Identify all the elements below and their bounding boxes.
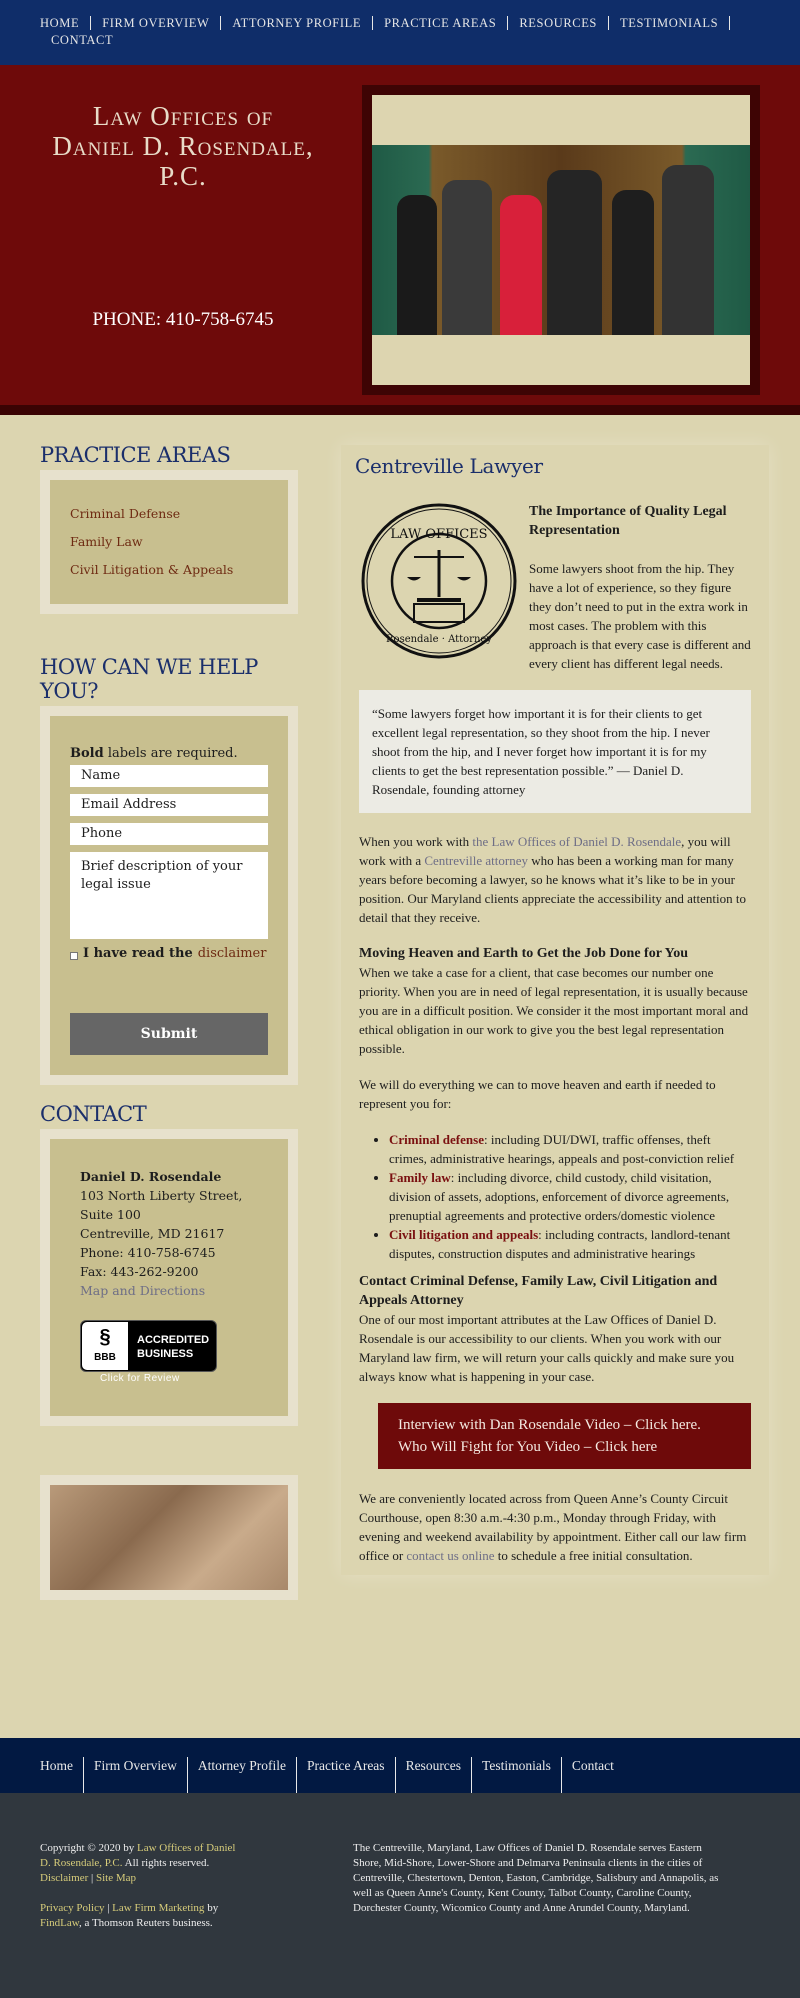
footer-nav-testimonials[interactable]: Testimonials (472, 1757, 562, 1793)
nav-home[interactable]: HOME (40, 16, 91, 30)
video-links-box (378, 1403, 751, 1469)
nav-resources[interactable]: RESOURCES (508, 16, 609, 30)
bbb-torch-icon: § BBB (82, 1322, 128, 1370)
header-phone[interactable]: PHONE: 410-758-6745 (92, 309, 274, 330)
privacy-policy-link[interactable]: Privacy Policy (40, 1902, 105, 1914)
contact-name: Daniel D. Rosendale (80, 1169, 222, 1184)
represent-paragraph: We will do everything we can to move heaven and earth if needed to represent you for: (359, 1077, 716, 1111)
hero-divider (0, 405, 800, 415)
footer-nav-firm-overview[interactable]: Firm Overview (84, 1757, 188, 1793)
footer-nav-contact[interactable]: Contact (571, 1758, 614, 1773)
nav-practice-areas[interactable]: PRACTICE AREAS (373, 16, 508, 30)
nav-testimonials[interactable]: TESTIMONIALS (609, 16, 730, 30)
name-input[interactable]: Name (70, 765, 268, 787)
practice-link-criminal-defense[interactable]: Criminal Defense (70, 506, 181, 521)
disclaimer-link[interactable]: disclaimer (197, 946, 267, 961)
bbb-badge[interactable]: § BBB ACCREDITED BUSINESS (80, 1320, 217, 1372)
service-area-text: The Centreville, Maryland, Law Offices of Daniel D. Rosendale serves Eastern Shore, Mid-Shore, Lower-Shore and Delmarva Peninsula clients in the cities of Centreville, Chestertown, Denton, Easton, Cambridge, Salisbury and Annapolis, as well as Queen Anne's County, Kent County, Talbot County, Caroline County, Dorchester County, Wicomico County and Anne Arundel County, Maryland. (353, 1842, 719, 1914)
nav-firm-overview[interactable]: FIRM OVERVIEW (91, 16, 221, 30)
list-item: • Family law: including divorce, child custody, child visitation, division of assets, adoptions, enforcement of divorce agreements, prenuptial agreements and protective orders/domestic violence (389, 1168, 751, 1225)
copyright-block: Copyright © 2020 by Law Offices of Daniel D. Rosendale, P.C. All rights reserved. Disclaimer | Site Map Privacy Policy | Law Firm Marketing by FindLaw, a Thomson Reuters business. (40, 1842, 236, 1929)
footer-nav-practice-areas[interactable]: Practice Areas (297, 1757, 396, 1793)
practice-areas-heading: PRACTICE AREAS (40, 443, 231, 467)
practice-link-family-law[interactable]: Family Law (70, 534, 143, 549)
page-title: Centreville Lawyer (355, 454, 543, 478)
civil-litigation-link[interactable]: Civil litigation and appeals (389, 1227, 539, 1242)
footer-nav-home[interactable]: Home (40, 1757, 84, 1793)
disclaimer-label: I have read the (83, 946, 193, 961)
firm-logo-title[interactable] (20, 101, 346, 191)
contact-city: Centreville, MD 21617 (80, 1226, 225, 1241)
moving-heaven-heading: Moving Heaven and Earth to Get the Job Done for You (359, 946, 688, 961)
site-footer (0, 1793, 800, 1998)
title-line: Daniel D. Rosendale, (52, 131, 314, 161)
map-directions-link[interactable]: Map and Directions (80, 1283, 206, 1298)
work-with-paragraph: When you work with the Law Offices of Daniel D. Rosendale, you will work with a Centreville attorney who has been a working man for many years before becoming a lawyer, so he knows what it’s like to be in your position. Our Maryland clients appreciate the accessibility and attention to detail that they receive. (359, 834, 746, 925)
practice-areas-widget (40, 443, 298, 614)
svg-text:LAW OFFICES: LAW OFFICES (390, 527, 488, 542)
hero-banner (0, 65, 800, 405)
interview-video-link[interactable]: Interview with Dan Rosendale Video – Click here. (398, 1417, 701, 1433)
description-textarea[interactable]: Brief description of your legal issue (70, 852, 268, 939)
gavel-scales-image (50, 1485, 288, 1590)
firm-link[interactable]: the Law Offices of Daniel D. Rosendale (472, 834, 682, 849)
footer-nav-attorney-profile[interactable]: Attorney Profile (188, 1757, 297, 1793)
contact-phone[interactable]: Phone: 410-758-6745 (80, 1245, 216, 1260)
contact-widget (40, 1102, 298, 1426)
disclaimer-checkbox[interactable] (70, 952, 78, 960)
criminal-defense-link[interactable]: Criminal defense (389, 1132, 484, 1147)
contact-fax: Fax: 443-262-9200 (80, 1264, 199, 1279)
contact-form-widget (40, 655, 298, 1085)
bbb-review-link[interactable]: Click for Review (100, 1373, 180, 1384)
svg-text:Rosendale · Attorney: Rosendale · Attorney (386, 634, 492, 645)
contact-heading: CONTACT (40, 1102, 147, 1126)
title-line: P.C. (159, 161, 207, 191)
practice-list (389, 1130, 751, 1263)
findlaw-link[interactable]: FindLaw (40, 1917, 80, 1929)
contact-attorney-heading: Contact Criminal Defense, Family Law, Civil Litigation and Appeals Attorney (359, 1274, 718, 1308)
nav-contact[interactable]: CONTACT (51, 33, 114, 47)
intro-paragraph: Some lawyers shoot from the hip. They have a lot of experience, so they figure they don’t need to put in the extra work in most cases. The problem with this approach is that every case is different and every client has different legal needs. (529, 561, 751, 671)
centreville-attorney-link[interactable]: Centreville attorney (424, 853, 528, 868)
firm-footer-link[interactable]: Law Offices of Daniel D. Rosendale, P.C. (40, 1842, 236, 1869)
fight-video-link[interactable]: Who Will Fight for You Video – Click here (398, 1439, 658, 1455)
footer-nav-resources[interactable]: Resources (396, 1757, 472, 1793)
law-firm-marketing-link[interactable]: Law Firm Marketing (112, 1902, 205, 1914)
contact-online-link[interactable]: contact us online (406, 1548, 495, 1563)
practice-link-civil-litigation[interactable]: Civil Litigation & Appeals (70, 562, 234, 577)
disclaimer-footer-link[interactable]: Disclaimer (40, 1872, 89, 1884)
list-item: • Civil litigation and appeals: including contracts, landlord-tenant disputes, construction disputes and administrative hearings (389, 1225, 751, 1263)
nav-attorney-profile[interactable]: ATTORNEY PROFILE (221, 16, 373, 30)
phone-input[interactable]: Phone (70, 823, 268, 845)
attorney-quote: “Some lawyers forget how important it is for their clients to get excellent legal representation, so they shoot from the hip. I never shoot from the hip, and I never forget how important it is for my clients to get the best representation possible.” — Daniel D. Rosendale, founding attorney (359, 690, 751, 813)
family-law-link[interactable]: Family law (389, 1170, 451, 1185)
team-photo (372, 145, 750, 335)
submit-button[interactable]: Submit (70, 1013, 268, 1055)
form-heading: HOW CAN WE HELP YOU? (40, 655, 258, 703)
main-content (341, 445, 769, 1575)
required-note: Bold labels are required. (70, 746, 238, 761)
list-item: • Criminal defense: including DUI/DWI, traffic offenses, theft crimes, administrative hearings, appeals and post-conviction relief (389, 1130, 751, 1168)
accessibility-paragraph: One of our most important attributes at the Law Offices of Daniel D. Rosendale is our accessibility to our clients. When you work with our Maryland law firm, we will return your calls quickly and make sure you always know what is happening in your case. (359, 1312, 735, 1384)
disclaimer-checkbox-row (70, 946, 268, 961)
email-input[interactable]: Email Address (70, 794, 268, 816)
sitemap-link[interactable]: Site Map (95, 1872, 136, 1884)
location-paragraph: We are conveniently located across from Queen Anne’s County Circuit Courthouse, open 8:30 a.m.-4:30 p.m., Monday through Friday, with evening and weekend availability by appointment. Either call our law firm office or contact us online to schedule a free initial consultation. (359, 1491, 747, 1563)
team-photo-frame (362, 85, 760, 395)
priority-paragraph: When we take a case for a client, that case becomes our number one priority. When you are in need of legal representation, it is usually because you are in a difficult position. We consider it the most important moral and ethical obligation in our work to give you the best legal representation possible. (359, 965, 749, 1056)
importance-heading: The Importance of Quality Legal Representation (529, 504, 727, 538)
law-offices-seal-logo (359, 502, 519, 660)
footer-navigation (0, 1738, 800, 1793)
title-line: Law Offices of (92, 101, 274, 131)
gavel-image-widget (40, 1475, 298, 1600)
contact-address: 103 North Liberty Street, Suite 100 (80, 1188, 243, 1222)
top-navigation (0, 0, 800, 65)
